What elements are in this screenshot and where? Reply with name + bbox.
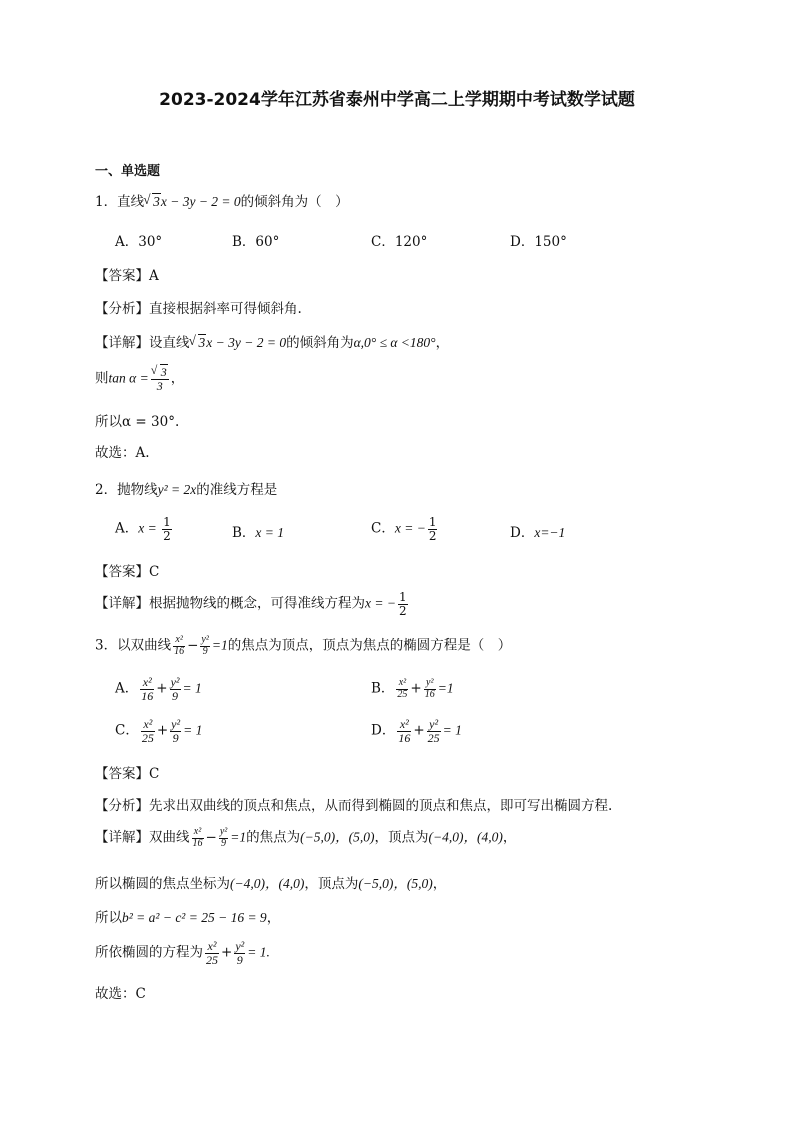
q1-conclusion: 故选：A. bbox=[95, 445, 150, 461]
q1-option-d: D．150° bbox=[510, 234, 567, 250]
q3-option-a: A． $\frac{\text{x²}}{16}$ + $\frac{\text{y²}}{9}$ = 1 bbox=[115, 675, 202, 703]
q3-analysis: 【分析】先求出双曲线的顶点和焦点，从而得到椭圆的顶点和焦点，即可写出椭圆方程. bbox=[95, 798, 613, 814]
analysis-label: 【分析】 bbox=[95, 301, 149, 317]
section-heading: 一、单选题 bbox=[95, 164, 161, 179]
q3-answer: 【答案】C bbox=[95, 766, 160, 782]
q2-option-b: B．x = 1 bbox=[232, 525, 285, 541]
question-1-stem bbox=[95, 194, 349, 210]
q3-detail-line-2: 所以椭圆的焦点坐标为(−4,0)，(4,0)，顶点为(−5,0)，(5,0)， bbox=[95, 876, 447, 892]
q2-option-c: C．x = − $\frac{1}{2}$ bbox=[371, 515, 437, 543]
q1-option-b: B．60° bbox=[232, 234, 280, 250]
q2-option-a: A．x = $\frac{1}{2}$ bbox=[115, 515, 171, 543]
q1-detail-line-1: 【详解】设直线√ 3x − 3y − 2 = 0的倾斜角为α,0° ≤ α <180°， bbox=[95, 335, 449, 351]
q2-option-d: D．x=−1 bbox=[510, 525, 566, 541]
q3-detail-line-3: 所以b² = a² − c² = 25 − 16 = 9， bbox=[95, 910, 281, 926]
q3-detail-line-1: 【详解】双曲线 $\frac{\text{x²}}{16}$ − $\frac{\text{y²}}{9}$ =1的焦点为(−5,0)，(5,0)，顶点为(−4,0)，(4,0)， bbox=[95, 826, 517, 849]
q1-analysis: 【分析】直接根据斜率可得倾斜角. bbox=[95, 301, 302, 317]
q3-option-c: C． $\frac{\text{x²}}{25}$ + $\frac{\text{y²}}{9}$ = 1 bbox=[115, 717, 203, 745]
q2-answer: 【答案】C bbox=[95, 564, 160, 580]
q3-detail-line-4: 所依椭圆的方程为 $\frac{\text{x²}}{25}$ + $\frac{\text{y²}}{9}$ = 1. bbox=[95, 939, 270, 967]
page-title: 2023-2024学年江苏省泰州中学高二上学期期中考试数学试题 bbox=[159, 90, 635, 110]
q1-detail-line-3: 所以α = 30°. bbox=[95, 414, 180, 430]
q3-conclusion: 故选：C bbox=[95, 986, 146, 1002]
q1-option-c: C．120° bbox=[371, 234, 428, 250]
q1-answer: 【答案】A bbox=[95, 268, 159, 284]
q1-number: 1．直线 bbox=[95, 194, 145, 210]
answer-label: 【答案】 bbox=[95, 268, 149, 284]
q3-option-d: D． $\frac{\text{x²}}{16}$ + $\frac{\text{y²}}{25}$ = 1 bbox=[371, 717, 462, 745]
detail-label: 【详解】 bbox=[95, 335, 149, 351]
sqrt-symbol: √ 3 bbox=[190, 335, 207, 351]
q1-equation: √ 3x − 3y − 2 = 0 bbox=[144, 194, 241, 209]
fraction: $\frac{1}{2}$ bbox=[163, 515, 171, 543]
sqrt-symbol: √ 3 bbox=[144, 194, 161, 210]
fraction: √ $\frac{3}{3}$ bbox=[151, 366, 169, 392]
q1-stem-text: 的倾斜角为（ ） bbox=[240, 194, 349, 210]
q1-detail-line-2: 则tan α = √ $\frac{3}{3}$ ， bbox=[95, 366, 184, 392]
question-3-stem: 3．以双曲线 $\frac{\text{x²}}{16}$ − $\frac{\text{y²}}{9}$ =1的焦点为顶点，顶点为焦点的椭圆方程是（ ） bbox=[95, 634, 512, 657]
q2-detail: 【详解】根据抛物线的概念，可得准线方程为x = − $\frac{1}{2}$ bbox=[95, 590, 407, 618]
q3-option-b: B． $\frac{\text{x²}}{25}$ + $\frac{\text{y²}}{16}$ =1 bbox=[371, 677, 454, 700]
question-2-stem: 2．抛物线y² = 2x的准线方程是 bbox=[95, 482, 278, 498]
fraction: $\frac{1}{2}$ bbox=[428, 515, 437, 543]
q1-option-a: A．30° bbox=[115, 234, 163, 250]
fraction: $\frac{1}{2}$ bbox=[398, 590, 407, 618]
